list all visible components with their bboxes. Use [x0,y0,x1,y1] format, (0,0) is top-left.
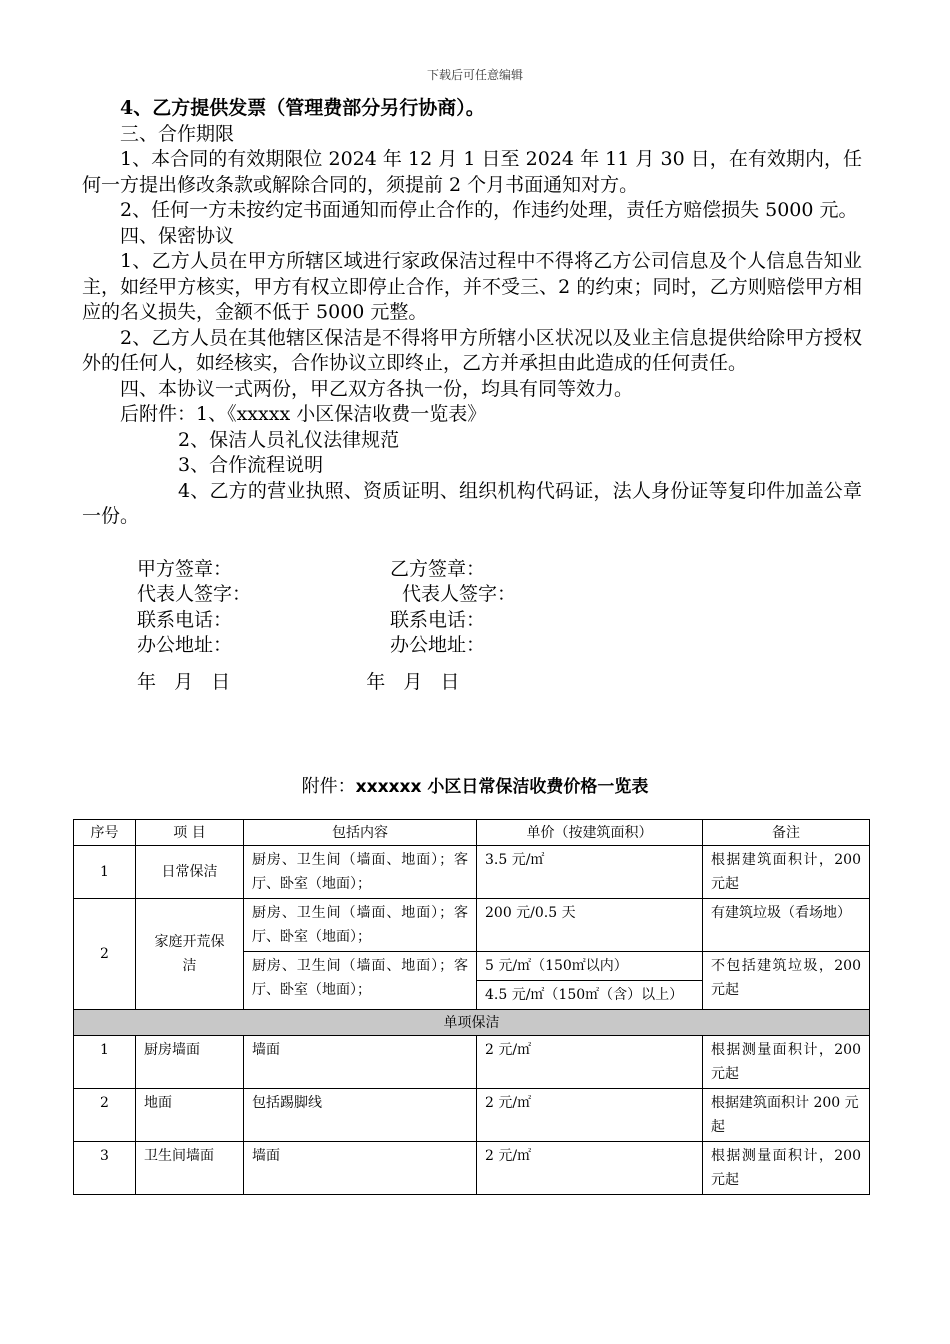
cell-no: 1 [74,846,136,899]
cell-item: 地面 [136,1089,244,1142]
section-term-heading: 三、合作期限 [120,122,235,145]
contract-body [82,96,862,695]
party-b-date: 年 月 日 [366,670,460,693]
fee-table [73,819,870,1195]
cell-price: 3.5 元/㎡ [477,846,703,899]
party-a-seal: 甲方签章： [137,557,233,580]
cell-no: 1 [74,1036,136,1089]
attachment-item-3: 3、合作流程说明 [178,454,324,476]
term-clause-1: 1、本合同的有效期限位 2024 年 12 月 1 日至 2024 年 11 月 30 日，在有效期内，任何一方提出修改条款或解除合同的，须提前 2 个月书面通知对方。 [82,148,862,196]
cell-note: 根据建筑面积计，200 元起 [703,846,870,899]
cell-item: 厨房墙面 [136,1036,244,1089]
cell-content: 包括踢脚线 [244,1089,477,1142]
attachment-item-1: 后附件：1、《xxxxx 小区保洁收费一览表》 [120,403,487,425]
cell-price: 5 元/㎡（150㎡以内） [477,952,703,981]
table-header-row [74,820,870,846]
party-b-representative: 代表人签字： [402,583,517,605]
header-no: 序号 [74,820,136,846]
cell-content: 厨房、卫生间（墙面、地面）；客厅、卧室（地面）； [244,846,477,899]
header-note: 备注 [703,820,870,846]
cell-price: 2 元/㎡ [477,1036,703,1089]
cell-price: 4.5 元/㎡（150㎡（含）以上） [477,981,703,1010]
cell-item: 日常保洁 [136,846,244,899]
party-b-phone: 联系电话： [390,608,486,631]
attachment-title-name: xxxxxx 小区日常保洁收费价格一览表 [355,777,649,797]
attachment-title [0,772,950,798]
header-price: 单价（按建筑面积） [477,820,703,846]
cell-note: 根据测量面积计，200 元起 [703,1142,870,1195]
attachment-item-2: 2、保洁人员礼仪法律规范 [178,428,400,451]
cell-no: 3 [74,1142,136,1195]
party-a-address: 办公地址： [137,634,233,656]
cell-content: 厨房、卫生间（墙面、地面）；客厅、卧室（地面）； [244,952,477,1010]
table-row [74,899,870,952]
confidentiality-clause-1: 1、乙方人员在甲方所辖区域进行家政保洁过程中不得将乙方公司信息及个人信息告知业主，如经甲方核实，甲方有权立即停止合作，并不受三、2 的约束；同时，乙方则赔偿甲方相应的名义损失，金额不低于 5000 元整。 [82,250,862,323]
cell-note: 根据建筑面积计 200 元起 [703,1089,870,1142]
term-clause-2: 2、任何一方未按约定书面通知而停止合作的，作违约处理，责任方赔偿损失 5000 元。 [120,199,858,221]
attachment-item-4: 4、乙方的营业执照、资质证明、组织机构代码证，法人身份证等复印件加盖公章一份。 [82,479,862,527]
party-a-representative: 代表人签字： [137,583,252,605]
section-label: 单项保洁 [74,1010,870,1036]
cell-price: 200 元/0.5 天 [477,899,703,952]
header-item: 项 目 [136,820,244,846]
attachment-title-prefix: 附件： [301,776,356,797]
signature-block [82,557,862,696]
table-row [74,1089,870,1142]
cell-content: 墙面 [244,1036,477,1089]
header-content: 包括内容 [244,820,477,846]
header-note: 下载后可任意编辑 [426,68,523,82]
table-row [74,846,870,899]
cell-note: 不包括建筑垃圾，200 元起 [703,952,870,1010]
cell-content: 墙面 [244,1142,477,1195]
copies-clause: 四、本协议一式两份，甲乙双方各执一份，均具有同等效力。 [120,377,634,400]
cell-content: 厨房、卫生间（墙面、地面）；客厅、卧室（地面）； [244,899,477,952]
cell-note: 有建筑垃圾（看场地） [703,899,870,952]
confidentiality-clause-2: 2、乙方人员在其他辖区保洁是不得将甲方所辖小区状况以及业主信息提供给除甲方授权外的任何人，如经核实，合作协议立即终止，乙方并承担由此造成的任何责任。 [82,326,862,374]
cell-price: 2 元/㎡ [477,1089,703,1142]
cell-no: 2 [74,1089,136,1142]
cell-note: 根据测量面积计，200 元起 [703,1036,870,1089]
invoice-clause: 4、乙方提供发票（管理费部分另行协商）。 [120,97,485,119]
cell-no: 2 [74,899,136,1010]
party-b-address: 办公地址： [390,634,486,656]
table-row [74,1142,870,1195]
section-confidentiality-heading: 四、保密协议 [120,224,235,247]
cell-item: 家庭开荒保 洁 [136,899,244,1010]
cell-price: 2 元/㎡ [477,1142,703,1195]
cell-item: 卫生间墙面 [136,1142,244,1195]
party-b-seal: 乙方签章： [390,557,486,580]
section-row [74,1010,870,1036]
table-row [74,1036,870,1089]
party-a-date: 年 月 日 [137,670,231,693]
party-a-phone: 联系电话： [137,608,233,631]
